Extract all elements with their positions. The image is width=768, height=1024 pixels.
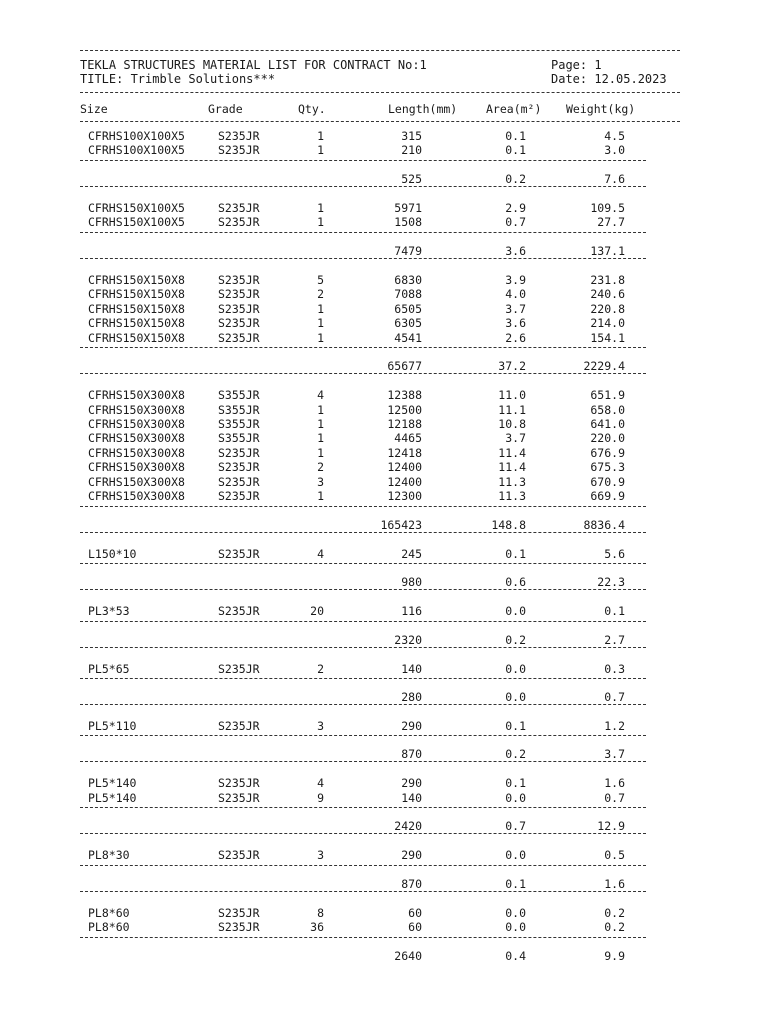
cell-grade: S235JR	[218, 272, 260, 287]
subtotal-length: 65677	[387, 359, 422, 374]
subtotal-bottom-rule	[80, 647, 646, 648]
cell-qty: 1	[317, 416, 324, 431]
column-header-size: Size	[80, 102, 108, 116]
cell-size: CFRHS150X150X8	[88, 316, 185, 331]
cell-weight: 670.9	[590, 474, 625, 489]
cell-grade: S355JR	[218, 431, 260, 446]
subtotal-bottom-rule	[80, 761, 646, 762]
subtotal-bottom-rule	[80, 891, 646, 892]
cell-size: PL5*65	[88, 661, 130, 676]
subtotal-weight: 12.9	[597, 819, 625, 834]
subtotal-area: 0.7	[505, 819, 526, 834]
cell-area: 0.1	[505, 129, 526, 143]
cell-area: 11.3	[498, 474, 526, 489]
cell-weight: 0.7	[604, 790, 625, 805]
cell-grade: S235JR	[218, 848, 260, 863]
subtotal-top-rule	[80, 506, 646, 507]
cell-length: 12500	[387, 402, 422, 417]
header-top-rule	[80, 50, 680, 51]
cell-grade: S235JR	[218, 200, 260, 215]
cell-size: CFRHS150X300X8	[88, 402, 185, 417]
subtotal-weight: 3.7	[604, 747, 625, 762]
subtotal-weight: 2229.4	[583, 359, 625, 374]
cell-size: CFRHS100X100X5	[88, 143, 185, 158]
cell-weight: 0.3	[604, 661, 625, 676]
report-date: Date: 12.05.2023	[551, 72, 667, 86]
header-mid-rule	[80, 92, 680, 93]
cell-grade: S355JR	[218, 388, 260, 403]
subtotal-top-rule	[80, 678, 646, 679]
subtotal-weight: 7.6	[604, 171, 625, 186]
cell-area: 0.1	[505, 546, 526, 561]
cell-grade: S235JR	[218, 316, 260, 331]
subtotal-bottom-rule	[80, 833, 646, 834]
report-subtitle: TITLE: Trimble Solutions***	[80, 72, 276, 86]
cell-length: 12388	[387, 388, 422, 403]
cell-size: CFRHS150X100X5	[88, 200, 185, 215]
subtotal-length: 7479	[394, 243, 422, 258]
cell-size: CFRHS150X150X8	[88, 287, 185, 302]
subtotal-length: 165423	[380, 517, 422, 532]
cell-grade: S235JR	[218, 905, 260, 920]
subtotal-weight: 0.7	[604, 690, 625, 704]
subtotal-top-rule	[80, 160, 646, 161]
cell-length: 315	[401, 129, 422, 143]
cell-length: 290	[401, 848, 422, 863]
cell-length: 5971	[394, 200, 422, 215]
cell-weight: 5.6	[604, 546, 625, 561]
cell-qty: 2	[317, 460, 324, 475]
column-header-weight: Weight(kg)	[566, 102, 636, 116]
cell-size: CFRHS150X100X5	[88, 215, 185, 230]
cell-qty: 3	[317, 848, 324, 863]
cell-grade: S235JR	[218, 143, 260, 158]
cell-weight: 214.0	[590, 316, 625, 331]
subtotal-area: 0.2	[505, 632, 526, 647]
cell-area: 3.6	[505, 316, 526, 331]
cell-qty: 4	[317, 546, 324, 561]
cell-grade: S235JR	[218, 790, 260, 805]
cell-grade: S235JR	[218, 460, 260, 475]
cell-area: 2.6	[505, 330, 526, 345]
subtotal-area: 3.6	[505, 243, 526, 258]
cell-size: PL8*30	[88, 848, 130, 863]
cell-weight: 27.7	[597, 215, 625, 230]
subtotal-weight: 137.1	[590, 243, 625, 258]
cell-size: PL8*60	[88, 905, 130, 920]
subtotal-length: 2640	[394, 948, 422, 963]
cell-area: 0.1	[505, 143, 526, 158]
cell-qty: 4	[317, 388, 324, 403]
cell-qty: 1	[317, 301, 324, 316]
cell-grade: S235JR	[218, 445, 260, 460]
cell-length: 116	[401, 604, 422, 619]
subtotal-top-rule	[80, 347, 646, 348]
subtotal-bottom-rule	[80, 373, 646, 374]
cell-qty: 1	[317, 330, 324, 345]
cell-length: 6830	[394, 272, 422, 287]
cell-qty: 36	[310, 920, 324, 935]
subtotal-area: 148.8	[491, 517, 526, 532]
cell-grade: S235JR	[218, 546, 260, 561]
subtotal-length: 525	[401, 171, 422, 186]
cell-qty: 8	[317, 905, 324, 920]
subtotal-weight: 9.9	[604, 948, 625, 963]
column-header-area: Area(m²)	[486, 102, 542, 116]
cell-area: 0.1	[505, 776, 526, 791]
cell-grade: S235JR	[218, 215, 260, 230]
subtotal-weight: 22.3	[597, 575, 625, 590]
cell-area: 2.9	[505, 200, 526, 215]
cell-size: CFRHS150X300X8	[88, 431, 185, 446]
cell-length: 140	[401, 661, 422, 676]
cell-weight: 154.1	[590, 330, 625, 345]
cell-qty: 1	[317, 129, 324, 143]
column-header-rule	[80, 121, 680, 122]
subtotal-length: 980	[401, 575, 422, 590]
cell-qty: 1	[317, 489, 324, 504]
cell-qty: 1	[317, 215, 324, 230]
cell-grade: S235JR	[218, 719, 260, 733]
cell-area: 11.1	[498, 402, 526, 417]
subtotal-weight: 8836.4	[583, 517, 625, 532]
subtotal-length: 280	[401, 690, 422, 704]
subtotal-area: 0.6	[505, 575, 526, 590]
column-header-grade: Grade	[208, 102, 243, 116]
cell-weight: 0.2	[604, 905, 625, 920]
cell-length: 4465	[394, 431, 422, 446]
subtotal-bottom-rule	[80, 532, 646, 533]
cell-qty: 3	[317, 474, 324, 489]
cell-weight: 220.0	[590, 431, 625, 446]
subtotal-length: 2320	[394, 632, 422, 647]
cell-area: 0.0	[505, 604, 526, 619]
cell-length: 12418	[387, 445, 422, 460]
cell-weight: 109.5	[590, 200, 625, 215]
cell-length: 1508	[394, 215, 422, 230]
cell-grade: S235JR	[218, 920, 260, 935]
cell-weight: 240.6	[590, 287, 625, 302]
cell-size: CFRHS100X100X5	[88, 129, 185, 143]
cell-qty: 5	[317, 272, 324, 287]
cell-grade: S235JR	[218, 661, 260, 676]
column-header-qty: Qty.	[298, 102, 326, 116]
cell-size: CFRHS150X150X8	[88, 272, 185, 287]
cell-weight: 675.3	[590, 460, 625, 475]
cell-length: 140	[401, 790, 422, 805]
cell-size: CFRHS150X300X8	[88, 445, 185, 460]
cell-size: PL5*140	[88, 776, 137, 791]
cell-qty: 1	[317, 431, 324, 446]
subtotal-top-rule	[80, 937, 646, 938]
cell-grade: S235JR	[218, 489, 260, 504]
page-number: Page: 1	[551, 58, 602, 72]
cell-weight: 1.6	[604, 776, 625, 791]
cell-area: 0.0	[505, 790, 526, 805]
cell-weight: 4.5	[604, 129, 625, 143]
cell-grade: S235JR	[218, 129, 260, 143]
cell-qty: 9	[317, 790, 324, 805]
subtotal-top-rule	[80, 807, 646, 808]
cell-size: CFRHS150X300X8	[88, 388, 185, 403]
cell-grade: S235JR	[218, 474, 260, 489]
cell-area: 11.4	[498, 445, 526, 460]
cell-area: 0.0	[505, 920, 526, 935]
cell-area: 11.0	[498, 388, 526, 403]
cell-length: 12300	[387, 489, 422, 504]
cell-weight: 651.9	[590, 388, 625, 403]
cell-weight: 676.9	[590, 445, 625, 460]
cell-qty: 20	[310, 604, 324, 619]
cell-area: 10.8	[498, 416, 526, 431]
cell-size: CFRHS150X300X8	[88, 416, 185, 431]
cell-size: CFRHS150X300X8	[88, 489, 185, 504]
cell-qty: 2	[317, 287, 324, 302]
subtotal-area: 37.2	[498, 359, 526, 374]
cell-qty: 1	[317, 316, 324, 331]
cell-size: PL8*60	[88, 920, 130, 935]
cell-length: 6305	[394, 316, 422, 331]
cell-weight: 0.2	[604, 920, 625, 935]
subtotal-bottom-rule	[80, 589, 646, 590]
cell-weight: 0.1	[604, 604, 625, 619]
cell-size: CFRHS150X300X8	[88, 460, 185, 475]
cell-length: 6505	[394, 301, 422, 316]
subtotal-weight: 1.6	[604, 876, 625, 891]
cell-weight: 231.8	[590, 272, 625, 287]
cell-weight: 0.5	[604, 848, 625, 863]
cell-length: 210	[401, 143, 422, 158]
cell-length: 60	[408, 905, 422, 920]
cell-area: 0.7	[505, 215, 526, 230]
subtotal-area: 0.0	[505, 690, 526, 704]
cell-size: CFRHS150X150X8	[88, 301, 185, 316]
subtotal-weight: 2.7	[604, 632, 625, 647]
subtotal-length: 870	[401, 876, 422, 891]
cell-length: 12400	[387, 474, 422, 489]
subtotal-length: 870	[401, 747, 422, 762]
cell-weight: 641.0	[590, 416, 625, 431]
cell-qty: 1	[317, 445, 324, 460]
cell-size: L150*10	[88, 546, 137, 561]
cell-length: 290	[401, 776, 422, 791]
cell-qty: 1	[317, 200, 324, 215]
cell-area: 4.0	[505, 287, 526, 302]
cell-grade: S235JR	[218, 301, 260, 316]
cell-qty: 1	[317, 143, 324, 158]
subtotal-area: 0.1	[505, 876, 526, 891]
cell-area: 11.4	[498, 460, 526, 475]
cell-size: PL3*53	[88, 604, 130, 619]
subtotal-bottom-rule	[80, 704, 646, 705]
cell-length: 7088	[394, 287, 422, 302]
subtotal-area: 0.2	[505, 171, 526, 186]
subtotal-top-rule	[80, 232, 646, 233]
cell-weight: 658.0	[590, 402, 625, 417]
subtotal-bottom-rule	[80, 258, 646, 259]
cell-area: 3.9	[505, 272, 526, 287]
cell-length: 60	[408, 920, 422, 935]
cell-area: 3.7	[505, 301, 526, 316]
cell-qty: 2	[317, 661, 324, 676]
cell-area: 3.7	[505, 431, 526, 446]
cell-area: 0.0	[505, 661, 526, 676]
cell-size: CFRHS150X150X8	[88, 330, 185, 345]
cell-size: PL5*110	[88, 719, 137, 733]
cell-weight: 220.8	[590, 301, 625, 316]
cell-qty: 1	[317, 402, 324, 417]
cell-weight: 669.9	[590, 489, 625, 504]
subtotal-area: 0.2	[505, 747, 526, 762]
cell-qty: 4	[317, 776, 324, 791]
cell-grade: S235JR	[218, 330, 260, 345]
cell-length: 245	[401, 546, 422, 561]
cell-qty: 3	[317, 719, 324, 733]
cell-grade: S355JR	[218, 402, 260, 417]
cell-grade: S235JR	[218, 776, 260, 791]
cell-area: 11.3	[498, 489, 526, 504]
cell-area: 0.0	[505, 848, 526, 863]
cell-length: 12188	[387, 416, 422, 431]
cell-grade: S355JR	[218, 416, 260, 431]
report-title: TEKLA STRUCTURES MATERIAL LIST FOR CONTRACT No:1	[80, 58, 427, 72]
cell-grade: S235JR	[218, 287, 260, 302]
subtotal-top-rule	[80, 621, 646, 622]
cell-weight: 1.2	[604, 719, 625, 733]
cell-grade: S235JR	[218, 604, 260, 619]
cell-weight: 3.0	[604, 143, 625, 158]
subtotal-top-rule	[80, 563, 646, 564]
cell-length: 4541	[394, 330, 422, 345]
column-header-length: Length(mm)	[388, 102, 458, 116]
subtotal-bottom-rule	[80, 186, 646, 187]
subtotal-area: 0.4	[505, 948, 526, 963]
cell-length: 12400	[387, 460, 422, 475]
cell-area: 0.1	[505, 719, 526, 733]
subtotal-top-rule	[80, 735, 646, 736]
cell-size: PL5*140	[88, 790, 137, 805]
subtotal-top-rule	[80, 865, 646, 866]
subtotal-length: 2420	[394, 819, 422, 834]
cell-area: 0.0	[505, 905, 526, 920]
cell-length: 290	[401, 719, 422, 733]
cell-size: CFRHS150X300X8	[88, 474, 185, 489]
